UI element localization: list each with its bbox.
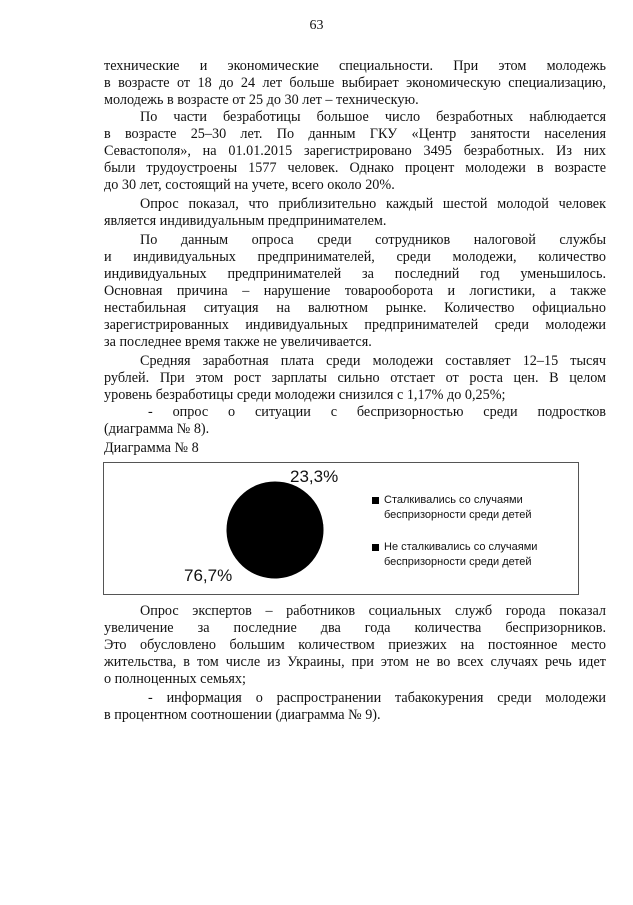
paragraph-8	[104, 690, 606, 724]
paragraph-3	[104, 196, 606, 230]
text-line: в процентном соотношении (диаграмма № 9).	[104, 707, 381, 723]
text-line: Севастополя», на 01.01.2015 зарегистрировано 3495 безработных. Из них	[104, 143, 606, 159]
text-line: увеличение за последние два года количества беспризорников.	[104, 620, 606, 636]
text-line: о полноценных семьях;	[104, 671, 246, 687]
paragraph-7	[104, 603, 606, 688]
text-line: жительства, в том числе из Украины, при этом не во всех случаях речь идет	[104, 654, 606, 670]
text-line: Это обусловлено большим количеством приезжих на постоянное место	[104, 637, 606, 653]
text-line: за последнее время также не увеличивается.	[104, 334, 372, 350]
text-line: является индивидуальным предпринимателем.	[104, 213, 387, 229]
text-line: в возрасте 25–30 лет. По данным ГКУ «Центр занятости населения	[104, 126, 606, 142]
text-line: - опрос о ситуации с беспризорностью среди подростков	[148, 404, 606, 420]
text-line: Опрос экспертов – работников социальных служб города показал	[140, 603, 606, 619]
paragraph-1	[104, 58, 606, 109]
text-line: молодежь в возрасте от 25 до 30 лет – техническую.	[104, 92, 419, 108]
text-line: Опрос показал, что приблизительно каждый шестой молодой человек	[140, 196, 606, 212]
text-line: до 30 лет, состоящий на учете, всего около 20%.	[104, 177, 395, 193]
legend-item	[372, 540, 572, 570]
legend-swatch	[372, 544, 379, 551]
diagram-caption	[104, 440, 606, 457]
legend-swatch	[372, 497, 379, 504]
legend-text: беспризорности среди детей	[384, 556, 532, 568]
slice-label-1: 23,3%	[290, 467, 339, 486]
paragraph-4	[104, 232, 606, 351]
paragraph-6	[104, 404, 606, 438]
text-line: Диаграмма № 8	[104, 440, 199, 456]
paragraph-2	[104, 109, 606, 194]
text-line: Средняя заработная плата среди молодежи составляет 12–15 тысяч	[140, 353, 606, 369]
text-line: - информация о распространении табакокурения среди молодежи	[148, 690, 606, 706]
text-line: зарегистрированных индивидуальных предпринимателей среди молодежи	[104, 317, 606, 333]
text-line: технические и экономические специальности. При этом молодежь	[104, 58, 606, 74]
text-line: уровень безработицы среди молодежи снизился с 1,17% до 0,25%;	[104, 387, 506, 403]
text-line: индивидуальных предпринимателей за последний год уменьшилось.	[104, 266, 606, 282]
text-line: были трудоустроены 1577 человек. Однако процент молодежи в возрасте	[104, 160, 606, 176]
page-number: 63	[309, 18, 324, 33]
paragraph-5	[104, 353, 606, 404]
legend-text: Сталкивались со случаями	[384, 494, 523, 506]
legend-item	[372, 493, 572, 523]
pie-chart	[103, 462, 579, 595]
text-line: Основная причина – нарушение товарооборота и логистики, а также	[104, 283, 606, 299]
chart-legend	[372, 493, 572, 587]
slice-label-2: 76,7%	[184, 566, 233, 585]
pie-slice-1	[275, 482, 323, 530]
legend-text: Не сталкивались со случаями	[384, 541, 538, 553]
text-line: в возрасте от 18 до 24 лет больше выбирает экономическую специализацию,	[104, 75, 606, 91]
legend-text: беспризорности среди детей	[384, 509, 532, 521]
text-line: По данным опроса среди сотрудников налоговой службы	[140, 232, 606, 248]
text-line: По части безработицы большое число безработных наблюдается	[140, 109, 606, 125]
text-line: нестабильная ситуация на валютном рынке. Количество официально	[104, 300, 606, 316]
text-line: (диаграмма № 8).	[104, 421, 210, 437]
text-line: и индивидуальных предпринимателей, среди молодежи, количество	[104, 249, 606, 265]
text-line: рублей. При этом рост зарплаты сильно отстает от роста цен. В целом	[104, 370, 606, 386]
